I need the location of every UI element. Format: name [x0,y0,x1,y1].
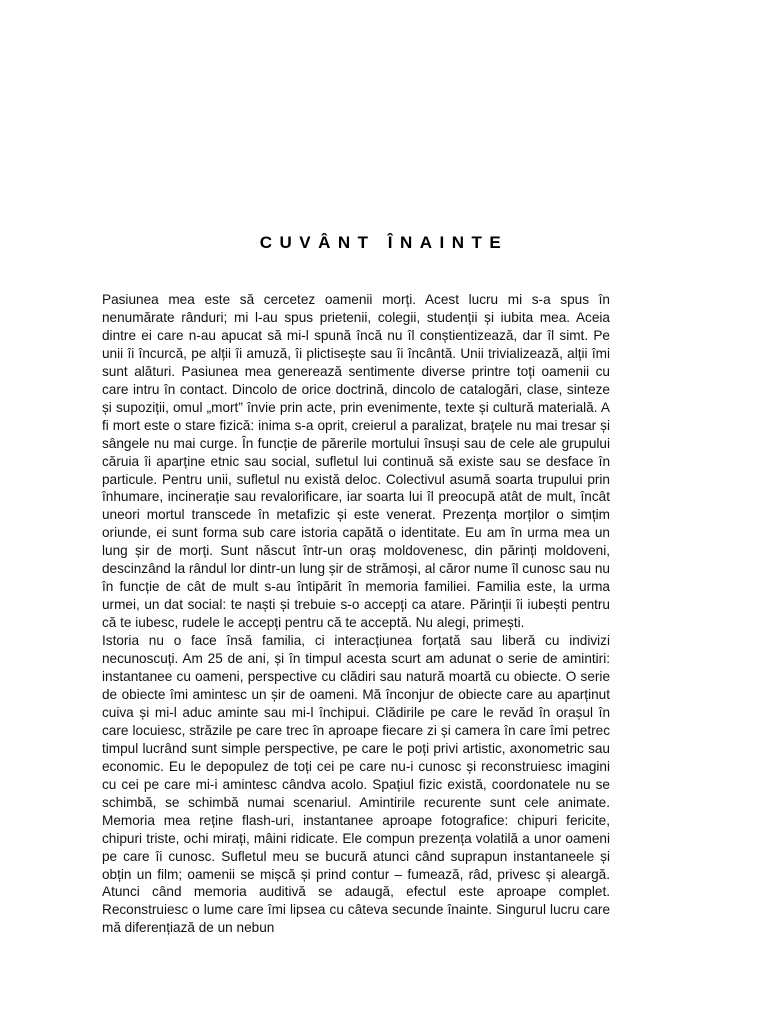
paragraph-2: Istoria nu o face însă familia, ci interacțiunea forțată sau liberă cu indivizi necunoscuți. Am 25 de ani, și în timpul acesta scurt am adunat o serie de amintiri: instantanee cu oameni, perspective cu clădiri sau natură moartă cu obiecte. O serie de obiecte îmi amintesc un șir de oameni. Mă înconjur de obiecte care au aparținut cuiva și mi-l aduc aminte sau mi-l închipui. Clădirile pe care le revăd în orașul în care locuiesc, străzile pe care trec în aproape fiecare zi și camera în care îmi petrec timpul lucrând sunt simple perspective, pe care le poți privi artistic, axonometric sau economic. Eu le depopulez de toți cei pe care nu-i cunosc și reconstruiesc imagini cu cei pe care mi-i amintesc cândva acolo. Spațiul fizic există, coordonatele nu se schimbă, se schimbă numai scenariul. Amintirile recurente sunt cele animate. Memoria mea reține flash-uri, instantanee aproape fotografice: chipuri fericite, chipuri triste, ochi mirați, mâini ridicate. Ele compun prezența volatilă a unor oameni pe care îi cunosc. Sufletul meu se bucură atunci când suprapun instantaneele și obțin un film; oamenii se mișcă și prind contur – fumează, râd, privesc și aleargă. Atunci când memoria auditivă se adaugă, efectul este aproape complet. Reconstruiesc o lume care îmi lipsea cu câteva secunde înainte. Singurul lucru care mă diferențiază de un nebun [102,633,610,936]
body-text [102,291,610,937]
paragraph-1: Pasiunea mea este să cercetez oamenii morți. Acest lucru mi s-a spus în nenumărate rânduri; mi l-au spus prietenii, colegii, studenții și iubita mea. Aceia dintre ei care n-au apucat să mi-l spună încă nu îl conștientizează, dar îl simt. Pe unii îi încurcă, pe alții îi amuză, îi plictisește sau îi încântă. Unii trivializează, alții îmi sunt alături. Pasiunea mea generează sentimente diverse printre toți oamenii cu care intru în contact. Dincolo de orice doctrină, dincolo de catalogări, clase, sinteze și supoziții, omul „mort” învie prin acte, prin evenimente, texte și cultură materială. A fi mort este o stare fizică: inima s-a oprit, creierul a paralizat, brațele nu mai tresar și sângele nu mai curge. În funcție de părerile mortului însuși sau de cele ale grupului căruia îi aparține etnic sau social, sufletul lui continuă să existe sau se desface în particule. Pentru unii, sufletul nu există deloc. Colectivul asumă soarta trupului prin înhumare, incinerație sau revalorificare, iar soarta lui îl preocupă atât de mult, încât uneori mortul transcede în metafizic și este venerat. Prezența morților o simțim oriunde, ei sunt forma sub care istoria capătă o identitate. Eu am în urma mea un lung șir de morți. Sunt născut într-un oraș moldovenesc, din părinți moldoveni, descinzând la rândul lor dintr-un lung șir de strămoși, al căror nume îl cunosc sau nu în funcție de cât de mult s-au întipărit în memoria familiei. Familia este, la urma urmei, un dat social: te naști și trebuie s-o accepți ca atare. Părinții îi iubești pentru că te iubesc, rudele le accepți pentru că te acceptă. Nu alegi, primești. [102,292,610,631]
page-title: CUVÂNT ÎNAINTE [259,233,509,252]
